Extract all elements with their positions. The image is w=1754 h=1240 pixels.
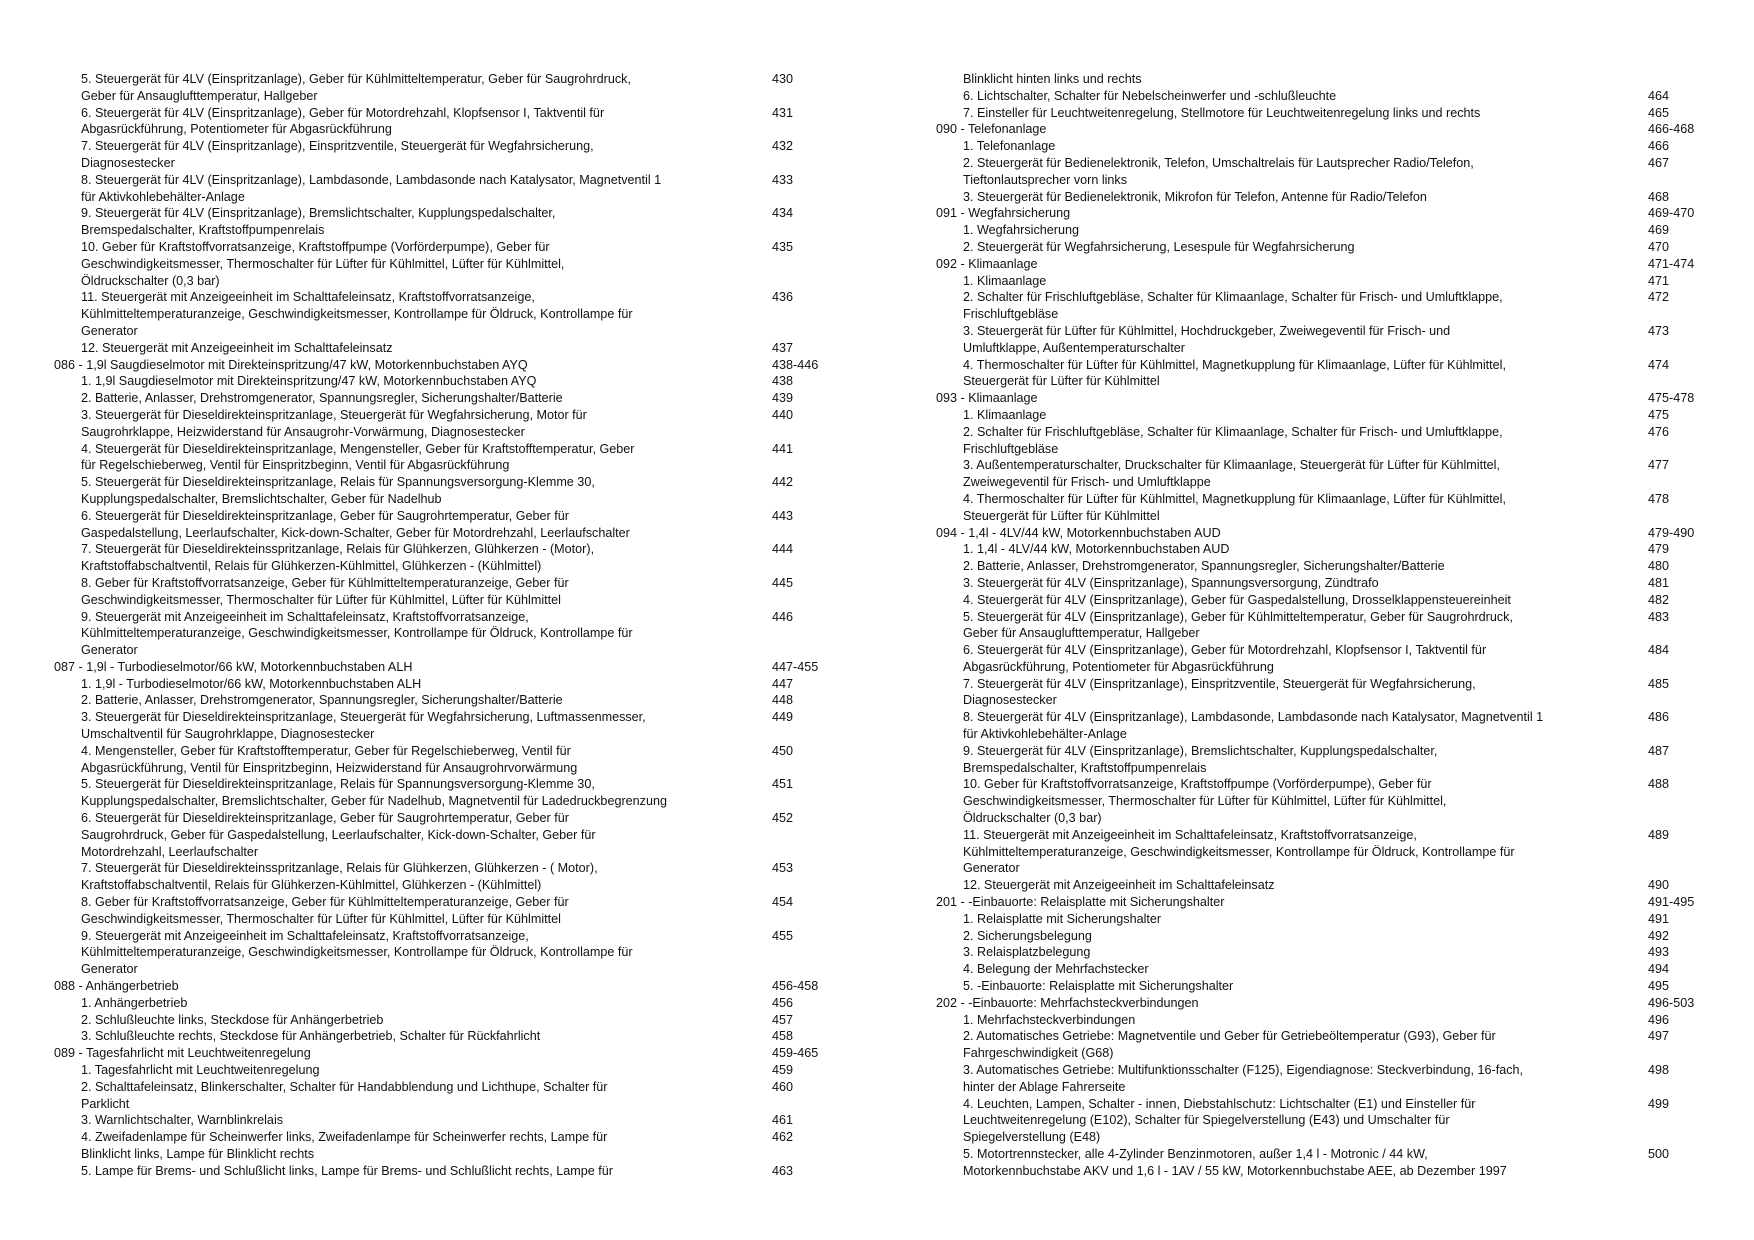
toc-entry-page: 484 bbox=[1648, 643, 1670, 658]
toc-subentry bbox=[54, 1129, 834, 1163]
toc-section-entry bbox=[936, 894, 1716, 911]
toc-entry-page: 456 bbox=[772, 995, 794, 1010]
toc-entry-page: 490 bbox=[1648, 878, 1670, 893]
toc-subentry bbox=[936, 357, 1716, 391]
toc-entry-title: 5. Steuergerät für Dieseldirekteinspritzanlage, Relais für Spannungsversorgung-Klemme 30, Kupplungspedalschalter, Bremslichtschalter, Geber für Nadelhub bbox=[81, 475, 595, 506]
toc-entry-page: 440 bbox=[772, 407, 794, 422]
toc-entry-title: 2. Steuergerät für Wegfahrsicherung, Lesespule für Wegfahrsicherung bbox=[963, 239, 1355, 254]
toc-subentry bbox=[54, 928, 834, 978]
toc-subentry bbox=[54, 894, 834, 928]
toc-entry-page: 439 bbox=[772, 391, 794, 406]
toc-subentry bbox=[936, 944, 1716, 961]
toc-entry-page: 483 bbox=[1648, 609, 1670, 624]
toc-entry-title: 2. Batterie, Anlasser, Drehstromgenerator, Spannungsregler, Sicherungshalter/Batterie bbox=[81, 693, 563, 708]
toc-entry-page: 436 bbox=[772, 290, 794, 305]
toc-subentry bbox=[936, 1096, 1716, 1146]
toc-entry-page: 466 bbox=[1648, 139, 1670, 154]
toc-section-entry bbox=[936, 121, 1716, 138]
toc-entry-title: 3. Steuergerät für Lüfter für Kühlmittel, Hochdruckgeber, Zweiwegeventil für Frisch- und Umluftklappe, Außentemperaturschalter bbox=[963, 323, 1451, 355]
toc-entry-title: 4. Thermoschalter für Lüfter für Kühlmittel, Magnetkupplung für Klimaanlage, Lüfter für Kühlmittel, Steuergerät für Lüfter für Kühlmittel bbox=[963, 357, 1506, 389]
toc-entry-title: 3. Schlußleuchte rechts, Steckdose für Anhängerbetrieb, Schalter für Rückfahrlicht bbox=[81, 1029, 541, 1044]
toc-entry-title: 4. Steuergerät für 4LV (Einspritzanlage), Geber für Gaspedalstellung, Drosselklappensteuereinheit bbox=[963, 592, 1511, 607]
toc-entry-page: 432 bbox=[772, 139, 794, 154]
toc-section-entry bbox=[54, 978, 834, 995]
toc-subentry bbox=[54, 105, 834, 139]
toc-entry-page: 442 bbox=[772, 475, 794, 490]
toc-subentry bbox=[936, 138, 1716, 155]
toc-entry-title: 5. -Einbauorte: Relaisplatte mit Sicherungshalter bbox=[963, 979, 1234, 994]
toc-entry-page: 475-478 bbox=[1648, 391, 1695, 406]
toc-entry-page: 495 bbox=[1648, 979, 1670, 994]
toc-entry-page: 491 bbox=[1648, 911, 1670, 926]
toc-entry-title: 7. Steuergerät für Dieseldirekteinsspritzanlage, Relais für Glühkerzen, Glühkerzen - ( Motor), Kraftstoffabschaltventil, Relais für Glühkerzen-Kühlmittel, Glühkerzen - (Kühlmittel) bbox=[81, 861, 598, 893]
toc-subentry bbox=[54, 239, 834, 289]
toc-subentry bbox=[54, 340, 834, 357]
toc-entry-page: 481 bbox=[1648, 575, 1670, 590]
toc-entry-page: 433 bbox=[772, 172, 794, 187]
toc-column-left bbox=[54, 71, 834, 1180]
toc-subentry bbox=[936, 642, 1716, 676]
toc-subentry bbox=[54, 508, 834, 542]
toc-entry-title: 087 - 1,9l - Turbodieselmotor/66 kW, Motorkennbuchstaben ALH bbox=[54, 659, 413, 674]
toc-entry-title: 7. Einsteller für Leuchtweitenregelung, Stellmotore für Leuchtweitenregelung links und rechts bbox=[963, 105, 1481, 120]
toc-entry-title: 2. Automatisches Getriebe: Magnetventile und Geber für Getriebeöltemperatur (G93), Geber für Fahrgeschwindigkeit (G68) bbox=[963, 1029, 1496, 1061]
toc-subentry bbox=[54, 676, 834, 693]
toc-entry-page: 461 bbox=[772, 1113, 794, 1128]
toc-entry-page: 460 bbox=[772, 1079, 794, 1094]
toc-entry-page: 450 bbox=[772, 743, 794, 758]
toc-entry-title: 089 - Tagesfahrlicht mit Leuchtweitenregelung bbox=[54, 1046, 311, 1061]
toc-entry-title: 9. Steuergerät für 4LV (Einspritzanlage), Bremslichtschalter, Kupplungspedalschalter, Bremspedalschalter, Kraftstoffpumpenrelais bbox=[81, 206, 556, 238]
toc-entry-title: 5. Steuergerät für 4LV (Einspritzanlage), Geber für Kühlmitteltemperatur, Geber für Saugrohrdruck, Geber für Ansauglufttemperatur, Hallgeber bbox=[81, 72, 631, 103]
toc-entry-page: 485 bbox=[1648, 676, 1670, 691]
toc-entry-title: 12. Steuergerät mit Anzeigeeinheit im Schalttafeleinsatz bbox=[81, 340, 393, 355]
toc-entry-page: 455 bbox=[772, 928, 794, 943]
toc-entry-title: 8. Steuergerät für 4LV (Einspritzanlage), Lambdasonde, Lambdasonde nach Katalysator, Magnetventil 1 für Aktivkohlebehälter-Anlage bbox=[963, 710, 1544, 742]
toc-entry-title: 6. Steuergerät für 4LV (Einspritzanlage), Geber für Motordrehzahl, Klopfsensor I, Taktventil für Abgasrückführung, Potentiometer für Abgasrückführung bbox=[81, 105, 605, 137]
toc-entry-title: 5. Steuergerät für Dieseldirekteinspritzanlage, Relais für Spannungsversorgung-Klemme 30, Kupplungspedalschalter, Bremslichtschalter, Geber für Nadelhub, Magnetventil für Ladedruckbegrenzung bbox=[81, 777, 667, 809]
toc-subentry bbox=[54, 810, 834, 860]
toc-entry-title: 2. Schalter für Frischluftgebläse, Schalter für Klimaanlage, Schalter für Frisch- und Umluftklappe, Frischluftgebläse bbox=[963, 424, 1503, 456]
toc-entry-title: 9. Steuergerät für 4LV (Einspritzanlage), Bremslichtschalter, Kupplungspedalschalter, Bremspedalschalter, Kraftstoffpumpenrelais bbox=[963, 743, 1438, 775]
toc-entry-page: 472 bbox=[1648, 290, 1670, 305]
toc-subentry bbox=[936, 71, 1716, 88]
toc-entry-title: 5. Motortrennstecker, alle 4-Zylinder Benzinmotoren, außer 1,4 l - Motronic / 44 kW, Motorkennbuchstabe AKV und 1,6 l - 1AV / 55 kW, Motorkennbuchstabe AEE, ab Dezember 1997 bbox=[963, 1147, 1507, 1178]
toc-entry-page: 487 bbox=[1648, 743, 1670, 758]
toc-subentry bbox=[936, 239, 1716, 256]
toc-entry-title: 1. 1,9l Saugdieselmotor mit Direkteinspritzung/47 kW, Motorkennbuchstaben AYQ bbox=[81, 374, 537, 389]
toc-subentry bbox=[936, 709, 1716, 743]
toc-entry-title: 2. Batterie, Anlasser, Drehstromgenerator, Spannungsregler, Sicherungshalter/Batterie bbox=[963, 559, 1445, 574]
toc-entry-page: 441 bbox=[772, 441, 794, 456]
toc-entry-page: 431 bbox=[772, 105, 794, 120]
toc-subentry bbox=[936, 407, 1716, 424]
toc-subentry bbox=[936, 491, 1716, 525]
toc-entry-page: 479 bbox=[1648, 542, 1670, 557]
toc-entry-title: 1. Anhängerbetrieb bbox=[81, 995, 188, 1010]
toc-entry-title: 8. Geber für Kraftstoffvorratsanzeige, Geber für Kühlmitteltemperaturanzeige, Geber für Geschwindigkeitsmesser, Thermoschalter für Lüfter für Kühlmittel, Lüfter für Kühlmittel bbox=[81, 575, 569, 607]
toc-subentry bbox=[54, 71, 834, 105]
toc-entry-title: 3. Steuergerät für Dieseldirekteinspritzanlage, Steuergerät für Wegfahrsicherung, Luftmassenmesser, Umschaltventil für Saugrohrklappe, Diagnosestecker bbox=[81, 710, 646, 742]
toc-subentry bbox=[54, 1062, 834, 1079]
toc-entry-page: 459-465 bbox=[772, 1046, 819, 1061]
toc-subentry bbox=[54, 709, 834, 743]
toc-entry-title: 3. Automatisches Getriebe: Multifunktionsschalter (F125), Eigendiagnose: Steckverbindung, 16-fach, hinter der Ablage Fahrerseite bbox=[963, 1063, 1524, 1094]
toc-entry-title: 093 - Klimaanlage bbox=[936, 391, 1038, 406]
toc-entry-title: 11. Steuergerät mit Anzeigeeinheit im Schalttafeleinsatz, Kraftstoffvorratsanzeige, Kühlmitteltemperaturanzeige, Geschwindigkeitsmesser, Kontrollampe für Öldruck, Kontrollampe für Generator bbox=[81, 290, 633, 338]
toc-entry-title: 5. Lampe für Brems- und Schlußlicht links, Lampe für Brems- und Schlußlicht rechts, Lampe für bbox=[81, 1163, 613, 1178]
toc-entry-page: 468 bbox=[1648, 189, 1670, 204]
toc-entry-title: 3. Außentemperaturschalter, Druckschalter für Klimaanlage, Steuergerät für Lüfter für Kühlmittel, Zweiwegeventil für Frisch- und Umluftklappe bbox=[963, 458, 1500, 490]
toc-subentry bbox=[936, 222, 1716, 239]
toc-subentry bbox=[936, 609, 1716, 643]
toc-entry-title: 2. Schalter für Frischluftgebläse, Schalter für Klimaanlage, Schalter für Frisch- und Umluftklappe, Frischluftgebläse bbox=[963, 290, 1503, 322]
toc-subentry bbox=[936, 424, 1716, 458]
toc-entry-page: 457 bbox=[772, 1012, 794, 1027]
toc-entry-title: 3. Steuergerät für Bedienelektronik, Mikrofon für Telefon, Antenne für Radio/Telefon bbox=[963, 189, 1427, 204]
toc-entry-title: 1. Mehrfachsteckverbindungen bbox=[963, 1012, 1136, 1027]
toc-subentry bbox=[936, 575, 1716, 592]
toc-entry-title: 12. Steuergerät mit Anzeigeeinheit im Schalttafeleinsatz bbox=[963, 878, 1275, 893]
toc-subentry bbox=[936, 911, 1716, 928]
toc-entry-page: 480 bbox=[1648, 559, 1670, 574]
toc-subentry bbox=[54, 860, 834, 894]
toc-entry-page: 474 bbox=[1648, 357, 1670, 372]
toc-entry-title: 10. Geber für Kraftstoffvorratsanzeige, Kraftstoffpumpe (Vorförderpumpe), Geber für Geschwindigkeitsmesser, Thermoschalter für Lüfter für Kühlmittel, Lüfter für Kühlmittel, Öldruckschalter (0,3 bar) bbox=[963, 777, 1447, 826]
toc-section-entry bbox=[54, 357, 834, 374]
toc-entry-page: 492 bbox=[1648, 928, 1670, 943]
toc-entry-page: 464 bbox=[1648, 88, 1670, 103]
toc-entry-page: 453 bbox=[772, 861, 794, 876]
toc-entry-page: 475 bbox=[1648, 407, 1670, 422]
toc-entry-title: 3. Steuergerät für 4LV (Einspritzanlage), Spannungsversorgung, Zündtrafo bbox=[963, 575, 1379, 590]
toc-subentry bbox=[936, 743, 1716, 777]
toc-entry-page: 463 bbox=[772, 1163, 794, 1178]
toc-entry-title: 9. Steuergerät mit Anzeigeeinheit im Schalttafeleinsatz, Kraftstoffvorratsanzeige, Kühlmitteltemperaturanzeige, Geschwindigkeitsmesser, Kontrollampe für Öldruck, Kontrollampe für Generator bbox=[81, 609, 633, 658]
toc-subentry bbox=[936, 273, 1716, 290]
toc-entry-title: 091 - Wegfahrsicherung bbox=[936, 206, 1071, 221]
toc-subentry bbox=[54, 1012, 834, 1029]
toc-entry-title: 4. Leuchten, Lampen, Schalter - innen, Diebstahlschutz: Lichtschalter (E1) und Einsteller für Leuchtweitenregelung (E102), Schalter für Spiegelverstellung (E43) und Umschalter für Spiegelverstellung (E48) bbox=[963, 1096, 1476, 1145]
toc-subentry bbox=[936, 776, 1716, 826]
toc-entry-page: 486 bbox=[1648, 710, 1670, 725]
toc-entry-title: 3. Warnlichtschalter, Warnblinkrelais bbox=[81, 1113, 284, 1128]
toc-entry-title: 6. Steuergerät für 4LV (Einspritzanlage), Geber für Motordrehzahl, Klopfsensor I, Taktventil für Abgasrückführung, Potentiometer für Abgasrückführung bbox=[963, 643, 1487, 674]
toc-subentry bbox=[54, 609, 834, 659]
toc-subentry bbox=[54, 1028, 834, 1045]
toc-entry-page: 462 bbox=[772, 1130, 794, 1145]
toc-subentry bbox=[54, 474, 834, 508]
toc-entry-title: 088 - Anhängerbetrieb bbox=[54, 979, 179, 994]
toc-entry-page: 477 bbox=[1648, 458, 1670, 473]
toc-subentry bbox=[936, 928, 1716, 945]
toc-entry-title: 2. Batterie, Anlasser, Drehstromgenerator, Spannungsregler, Sicherungshalter/Batterie bbox=[81, 391, 563, 406]
toc-entry-title: 092 - Klimaanlage bbox=[936, 256, 1038, 271]
toc-entry-page: 478 bbox=[1648, 491, 1670, 506]
toc-subentry bbox=[936, 592, 1716, 609]
toc-entry-title: 1. 1,4l - 4LV/44 kW, Motorkennbuchstaben AUD bbox=[963, 542, 1230, 557]
toc-entry-page: 469 bbox=[1648, 223, 1670, 238]
toc-entry-page: 451 bbox=[772, 777, 794, 792]
toc-entry-page: 494 bbox=[1648, 962, 1670, 977]
toc-subentry bbox=[54, 541, 834, 575]
toc-entry-page: 488 bbox=[1648, 777, 1670, 792]
toc-entry-title: 4. Thermoschalter für Lüfter für Kühlmittel, Magnetkupplung für Klimaanlage, Lüfter für Kühlmittel, Steuergerät für Lüfter für Kühlmittel bbox=[963, 491, 1506, 523]
toc-subentry bbox=[936, 457, 1716, 491]
toc-subentry bbox=[936, 978, 1716, 995]
toc-entry-page: 466-468 bbox=[1648, 122, 1695, 137]
toc-entry-title: 3. Steuergerät für Dieseldirekteinspritzanlage, Steuergerät für Wegfahrsicherung, Motor für Saugrohrklappe, Heizwiderstand für Ansaugrohr-Vorwärmung, Diagnosestecker bbox=[81, 407, 587, 439]
toc-entry-page: 465 bbox=[1648, 105, 1670, 120]
toc-entry-page: 496 bbox=[1648, 1012, 1670, 1027]
toc-entry-page: 500 bbox=[1648, 1147, 1670, 1161]
toc-subentry bbox=[936, 1146, 1716, 1180]
toc-subentry bbox=[54, 138, 834, 172]
toc-entry-page: 430 bbox=[772, 72, 794, 86]
toc-subentry bbox=[936, 189, 1716, 206]
toc-entry-page: 435 bbox=[772, 239, 794, 254]
toc-subentry bbox=[54, 407, 834, 441]
toc-entry-page: 467 bbox=[1648, 155, 1670, 170]
toc-entry-page: 496-503 bbox=[1648, 995, 1695, 1010]
toc-entry-title: 201 - -Einbauorte: Relaisplatte mit Sicherungshalter bbox=[936, 895, 1225, 910]
toc-entry-title: 11. Steuergerät mit Anzeigeeinheit im Schalttafeleinsatz, Kraftstoffvorratsanzeige, Kühlmitteltemperaturanzeige, Geschwindigkeitsmesser, Kontrollampe für Öldruck, Kontrollampe für Generator bbox=[963, 827, 1515, 876]
toc-entry-title: 8. Geber für Kraftstoffvorratsanzeige, Geber für Kühlmitteltemperaturanzeige, Geber für Geschwindigkeitsmesser, Thermoschalter für Lüfter für Kühlmittel, Lüfter für Kühlmittel bbox=[81, 895, 569, 926]
toc-entry-page: 449 bbox=[772, 710, 794, 725]
toc-entry-page: 489 bbox=[1648, 827, 1670, 842]
toc-entry-page: 454 bbox=[772, 895, 794, 910]
toc-entry-page: 456-458 bbox=[772, 979, 819, 994]
toc-subentry bbox=[54, 1112, 834, 1129]
toc-entry-title: 4. Steuergerät für Dieseldirekteinspritzanlage, Mengensteller, Geber für Kraftstofftemperatur, Geber für Regelschieberweg, Ventil für Einspritzbeginn, Ventil für Abgasrückführung bbox=[81, 441, 635, 473]
toc-subentry bbox=[54, 776, 834, 810]
toc-subentry bbox=[936, 323, 1716, 357]
toc-entry-page: 438 bbox=[772, 374, 794, 389]
toc-entry-title: 3. Relaisplatzbelegung bbox=[963, 945, 1091, 960]
toc-subentry bbox=[54, 743, 834, 777]
toc-subentry bbox=[54, 692, 834, 709]
toc-entry-title: 9. Steuergerät mit Anzeigeeinheit im Schalttafeleinsatz, Kraftstoffvorratsanzeige, Kühlmitteltemperaturanzeige, Geschwindigkeitsmesser, Kontrollampe für Öldruck, Kontrollampe für Generator bbox=[81, 928, 633, 977]
toc-subentry bbox=[936, 105, 1716, 122]
toc-entry-title: 1. Telefonanlage bbox=[963, 139, 1056, 154]
toc-subentry bbox=[936, 827, 1716, 877]
toc-entry-title: 4. Zweifadenlampe für Scheinwerfer links, Zweifadenlampe für Scheinwerfer rechts, Lampe für Blinklicht links, Lampe für Blinklicht rechts bbox=[81, 1130, 608, 1161]
toc-entry-title: 6. Lichtschalter, Schalter für Nebelscheinwerfer und -schlußleuchte bbox=[963, 88, 1337, 103]
toc-entry-title: 1. 1,9l - Turbodieselmotor/66 kW, Motorkennbuchstaben ALH bbox=[81, 676, 422, 691]
toc-subentry bbox=[936, 1012, 1716, 1029]
toc-entry-title: 7. Steuergerät für 4LV (Einspritzanlage), Einspritzventile, Steuergerät für Wegfahrsicherung, Diagnosestecker bbox=[963, 676, 1476, 708]
toc-entry-page: 438-446 bbox=[772, 357, 819, 372]
toc-entry-title: 1. Klimaanlage bbox=[963, 273, 1047, 288]
toc-section-entry bbox=[936, 256, 1716, 273]
toc-subentry bbox=[936, 1062, 1716, 1096]
toc-entry-title: 8. Steuergerät für 4LV (Einspritzanlage), Lambdasonde, Lambdasonde nach Katalysator, Magnetventil 1 für Aktivkohlebehälter-Anlage bbox=[81, 172, 662, 204]
toc-entry-title: 2. Schlußleuchte links, Steckdose für Anhängerbetrieb bbox=[81, 1012, 384, 1027]
toc-subentry bbox=[54, 205, 834, 239]
toc-entry-page: 476 bbox=[1648, 424, 1670, 439]
toc-section-entry bbox=[54, 1045, 834, 1062]
toc-entry-page: 444 bbox=[772, 542, 794, 557]
toc-subentry bbox=[936, 558, 1716, 575]
toc-entry-title: 4. Mengensteller, Geber für Kraftstofftemperatur, Geber für Regelschieberweg, Ventil für Abgasrückführung, Ventil für Einspritzbeginn, Heizwiderstand für Ansaugrohrvorwärmung bbox=[81, 743, 578, 775]
toc-entry-page: 473 bbox=[1648, 323, 1670, 338]
toc-entry-page: 497 bbox=[1648, 1029, 1670, 1044]
toc-entry-title: 2. Schalttafeleinsatz, Blinkerschalter, Schalter für Handabblendung und Lichthupe, Schalter für Parklicht bbox=[81, 1079, 608, 1111]
toc-subentry bbox=[936, 961, 1716, 978]
toc-section-entry bbox=[936, 525, 1716, 542]
toc-entry-title: 086 - 1,9l Saugdieselmotor mit Direkteinspritzung/47 kW, Motorkennbuchstaben AYQ bbox=[54, 357, 528, 372]
toc-entry-page: 482 bbox=[1648, 592, 1670, 607]
toc-entry-page: 471-474 bbox=[1648, 256, 1695, 271]
toc-entry-page: 493 bbox=[1648, 945, 1670, 960]
toc-entry-page: 458 bbox=[772, 1029, 794, 1044]
toc-entry-page: 471 bbox=[1648, 273, 1670, 288]
toc-subentry bbox=[54, 172, 834, 206]
toc-entry-title: 090 - Telefonanlage bbox=[936, 122, 1047, 137]
toc-entry-title: 094 - 1,4l - 4LV/44 kW, Motorkennbuchstaben AUD bbox=[936, 525, 1221, 540]
toc-entry-title: 2. Sicherungsbelegung bbox=[963, 928, 1092, 943]
toc-section-entry bbox=[936, 205, 1716, 222]
toc-subentry bbox=[936, 676, 1716, 710]
toc-entry-page: 499 bbox=[1648, 1096, 1670, 1111]
toc-entry-title: 5. Steuergerät für 4LV (Einspritzanlage), Geber für Kühlmitteltemperatur, Geber für Saugrohrdruck, Geber für Ansauglufttemperatur, Hallgeber bbox=[963, 609, 1513, 641]
toc-subentry bbox=[936, 88, 1716, 105]
toc-entry-title: 202 - -Einbauorte: Mehrfachsteckverbindungen bbox=[936, 995, 1199, 1010]
toc-entry-page: 470 bbox=[1648, 239, 1670, 254]
toc-entry-title: 1. Tagesfahrlicht mit Leuchtweitenregelung bbox=[81, 1063, 320, 1078]
toc-entry-title: 6. Steuergerät für Dieseldirekteinspritzanlage, Geber für Saugrohrtemperatur, Geber für Saugrohrdruck, Geber für Gaspedalstellung, Leerlaufschalter, Kick-down-Schalter, Geber für Motordrehzahl, Leerlaufschalter bbox=[81, 811, 596, 859]
toc-entry-page: 452 bbox=[772, 811, 794, 826]
toc-entry-page: 437 bbox=[772, 340, 794, 355]
toc-entry-page: 443 bbox=[772, 508, 794, 523]
toc-entry-title: 1. Relaisplatte mit Sicherungshalter bbox=[963, 911, 1162, 926]
toc-subentry bbox=[54, 289, 834, 339]
toc-subentry bbox=[54, 995, 834, 1012]
toc-section-entry bbox=[54, 659, 834, 676]
toc-entry-title: 1. Wegfahrsicherung bbox=[963, 223, 1079, 238]
toc-entry-title: 6. Steuergerät für Dieseldirekteinspritzanlage, Geber für Saugrohrtemperatur, Geber für Gaspedalstellung, Leerlaufschalter, Kick-down-Schalter, Geber für Motordrehzahl, Leerlaufschalter bbox=[81, 508, 630, 540]
toc-entry-page: 469-470 bbox=[1648, 206, 1695, 221]
toc-subentry bbox=[54, 1079, 834, 1113]
toc-entry-page: 446 bbox=[772, 609, 794, 624]
toc-entry-page: 434 bbox=[772, 206, 794, 221]
toc-entry-title: 2. Steuergerät für Bedienelektronik, Telefon, Umschaltrelais für Lautsprecher Radio/Telefon, Tieftonlautsprecher vorn links bbox=[963, 155, 1474, 187]
toc-entry-page: 479-490 bbox=[1648, 525, 1695, 540]
toc-entry-page: 447 bbox=[772, 676, 794, 691]
toc-subentry bbox=[54, 390, 834, 407]
toc-column-right bbox=[936, 71, 1716, 1180]
toc-entry-page: 447-455 bbox=[772, 659, 819, 674]
toc-section-entry bbox=[936, 390, 1716, 407]
toc-entry-title: 10. Geber für Kraftstoffvorratsanzeige, Kraftstoffpumpe (Vorförderpumpe), Geber für Geschwindigkeitsmesser, Thermoschalter für Lüfter für Kühlmittel, Lüfter für Kühlmittel, Öldruckschalter (0,3 bar) bbox=[81, 239, 565, 288]
toc-subentry bbox=[936, 877, 1716, 894]
toc-subentry bbox=[936, 1028, 1716, 1062]
toc-subentry bbox=[54, 373, 834, 390]
toc-entry-page: 459 bbox=[772, 1063, 794, 1078]
toc-entry-page: 498 bbox=[1648, 1063, 1670, 1078]
toc-entry-title: 4. Belegung der Mehrfachstecker bbox=[963, 962, 1149, 977]
toc-subentry bbox=[936, 541, 1716, 558]
toc-entry-title: Blinklicht hinten links und rechts bbox=[963, 72, 1142, 86]
toc-subentry bbox=[54, 1163, 834, 1180]
toc-entry-title: 7. Steuergerät für Dieseldirekteinsspritzanlage, Relais für Glühkerzen, Glühkerzen - (Motor), Kraftstoffabschaltventil, Relais für Glühkerzen-Kühlmittel, Glühkerzen - (Kühlmittel) bbox=[81, 542, 595, 574]
toc-subentry bbox=[936, 155, 1716, 189]
toc-entry-page: 445 bbox=[772, 575, 794, 590]
toc-section-entry bbox=[936, 995, 1716, 1012]
toc-entry-page: 448 bbox=[772, 693, 794, 708]
toc-subentry bbox=[54, 575, 834, 609]
toc-subentry bbox=[936, 289, 1716, 323]
toc-entry-title: 7. Steuergerät für 4LV (Einspritzanlage), Einspritzventile, Steuergerät für Wegfahrsicherung, Diagnosestecker bbox=[81, 139, 594, 170]
toc-entry-title: 1. Klimaanlage bbox=[963, 407, 1047, 422]
toc-entry-page: 491-495 bbox=[1648, 895, 1695, 910]
toc-subentry bbox=[54, 441, 834, 475]
